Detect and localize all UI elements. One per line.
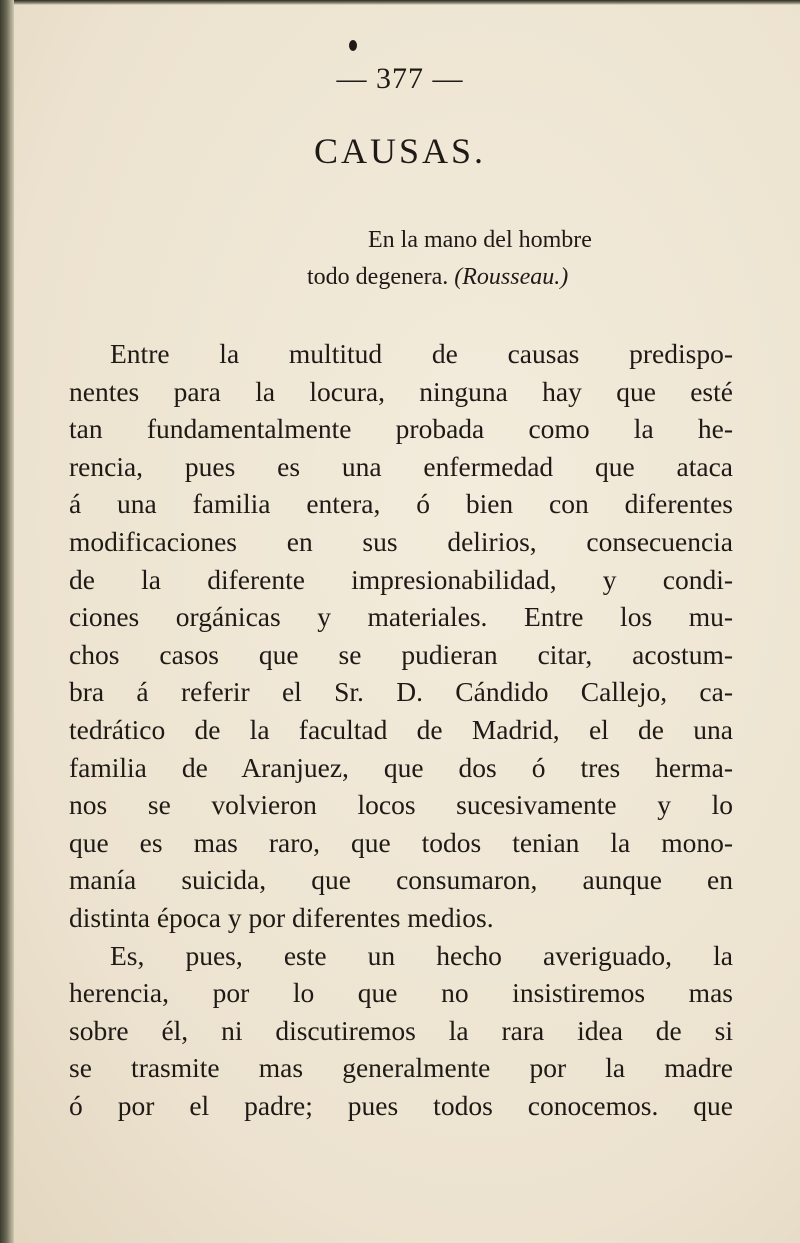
text-line: rencia, pues es una enfermedad que ataca (69, 450, 733, 482)
text-line: distinta época y por diferentes medios. (69, 901, 494, 933)
chapter-title: CAUSAS. (313, 131, 487, 171)
epigraph (307, 222, 592, 296)
text-line: Entre la multitud de causas predispo- (110, 338, 733, 369)
text-line: nos se volvieron locos sucesivamente y lo (69, 789, 733, 821)
text-line: tan fundamentalmente probada como la he- (69, 413, 733, 445)
text-line: que es mas raro, que todos tenian la mono- (69, 826, 733, 858)
epigraph-attribution: (Rousseau.) (454, 264, 569, 290)
text-line: sobre él, ni discutiremos la rara idea de si (69, 1014, 733, 1046)
page-top-edge (0, 0, 800, 5)
text-line: familia de Aranjuez, que dos ó tres herma- (69, 751, 733, 783)
text-line: bra á referir el Sr. D. Cándido Callejo, ca- (69, 676, 733, 708)
epigraph-text: todo degenera. (307, 264, 455, 290)
text-line: nentes para la locura, ninguna hay que esté (69, 375, 733, 407)
text-line: ciones orgánicas y materiales. Entre los mu- (69, 601, 733, 633)
book-spine-shadow (0, 0, 14, 1243)
text-line: se trasmite mas generalmente por la madre (69, 1052, 733, 1084)
page-number: — 377 — (336, 62, 464, 95)
text-line: manía suicida, que consumaron, aunque en (69, 864, 733, 896)
text-line: herencia, por lo que no insistiremos mas (69, 977, 733, 1009)
text-line: chos casos que se pudieran citar, acostum- (69, 638, 733, 670)
text-line: tedrático de la facultad de Madrid, el de una (69, 713, 733, 745)
epigraph-line-1: En la mano del hombre (368, 227, 592, 253)
text-line: de la diferente impresionabilidad, y condi- (69, 563, 733, 595)
body-text (69, 335, 733, 1124)
epigraph-line-2 (307, 259, 592, 296)
text-line: modificaciones en sus delirios, consecuencia (69, 525, 733, 557)
text-line: Es, pues, este un hecho averiguado, la (110, 939, 733, 971)
text-line: ó por el padre; pues todos conocemos. que (69, 1089, 733, 1121)
text-line: á una familia entera, ó bien con diferentes (69, 488, 733, 520)
ink-blot (349, 40, 357, 51)
